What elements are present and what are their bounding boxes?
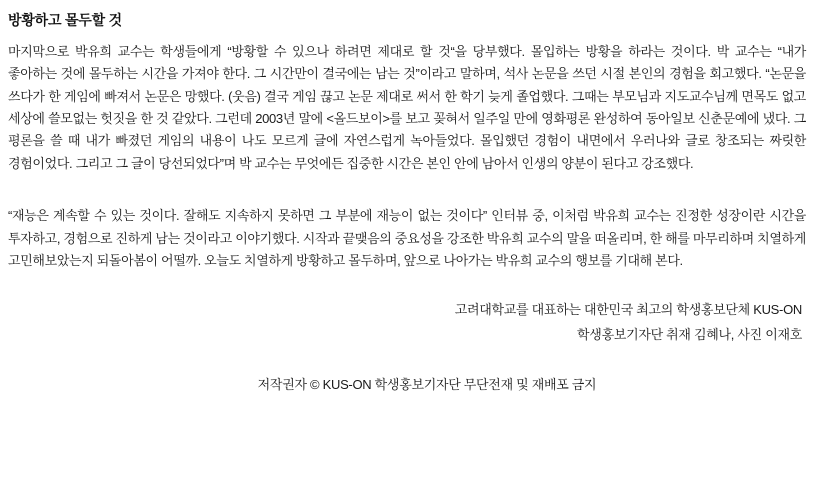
credits-block [8,298,806,347]
paragraph-spacer [8,193,806,205]
page-title: 방황하고 몰두할 것 [8,12,122,28]
article-paragraph-2: “재능은 계속할 수 있는 것이다. 잘해도 지속하지 못하면 그 부분에 재능이 없는 것이다” 인터뷰 중, 이처럼 박유희 교수는 진정한 성장이란 시간을 투자하고, 경험으로 진하게 남는 것이라고 이야기했다. 시작과 끝맺음의 중요성을 강조한 박유희 교수의 말을 떠올리며, 한 해를 마무리하며 치열하게 고민해보았는지 되돌아봄이 어떨까. 오늘도 치열하게 방황하고 몰두하며, 앞으로 나아가는 박유희 교수의 행보를 기대해 본다. [8,208,806,268]
copyright-notice: 저작권자 © KUS-ON 학생홍보기자단 무단전재 및 재배포 금지 [257,376,597,392]
credit-line-byline: 학생홍보기자단 취재 김혜나, 사진 이재호 [577,326,802,342]
credit-line-organization: 고려대학교를 대표하는 대한민국 최고의 학생홍보단체 KUS-ON [454,302,802,318]
article-paragraph-1: 마지막으로 박유희 교수는 학생들에게 “방황할 수 있으나 하려면 제대로 할 것“을 당부했다. 몰입하는 방황을 하라는 것이다. 박 교수는 “내가 좋아하는 것에 몰두하는 시간을 가져야 한다. 그 시간만이 결국에는 남는 것”이라고 말하며, 석사 논문을 쓰던 시절 본인의 경험을 회고했다. “논문을 쓰다가 한 게임에 빠져서 논문은 망했다. (웃음) 결국 게임 끊고 논문 제대로 써서 한 학기 늦게 졸업했다. 그때는 부모님과 지도교수님께 면목도 없고 세상에 쓸모없는 헛짓을 한 것 같았다. 그런데 2003년 말에 <올드보이>를 보고 꽂혀서 일주일 만에 영화평론 완성하여 동아일보 신춘문예에 냈다. 그 평론을 쓸 때 내가 빠졌던 게임의 내용이 나도 모르게 글에 자연스럽게 녹아들었다. 몰입했던 경험이 내면에서 우러나와 글로 창조되는 짜릿한 경험이었다. 그리고 그 글이 당선되었다”며 박 교수는 무엇에든 집중한 시간은 본인 안에 남아서 인생의 양분이 된다고 강조했다. [8,44,806,171]
